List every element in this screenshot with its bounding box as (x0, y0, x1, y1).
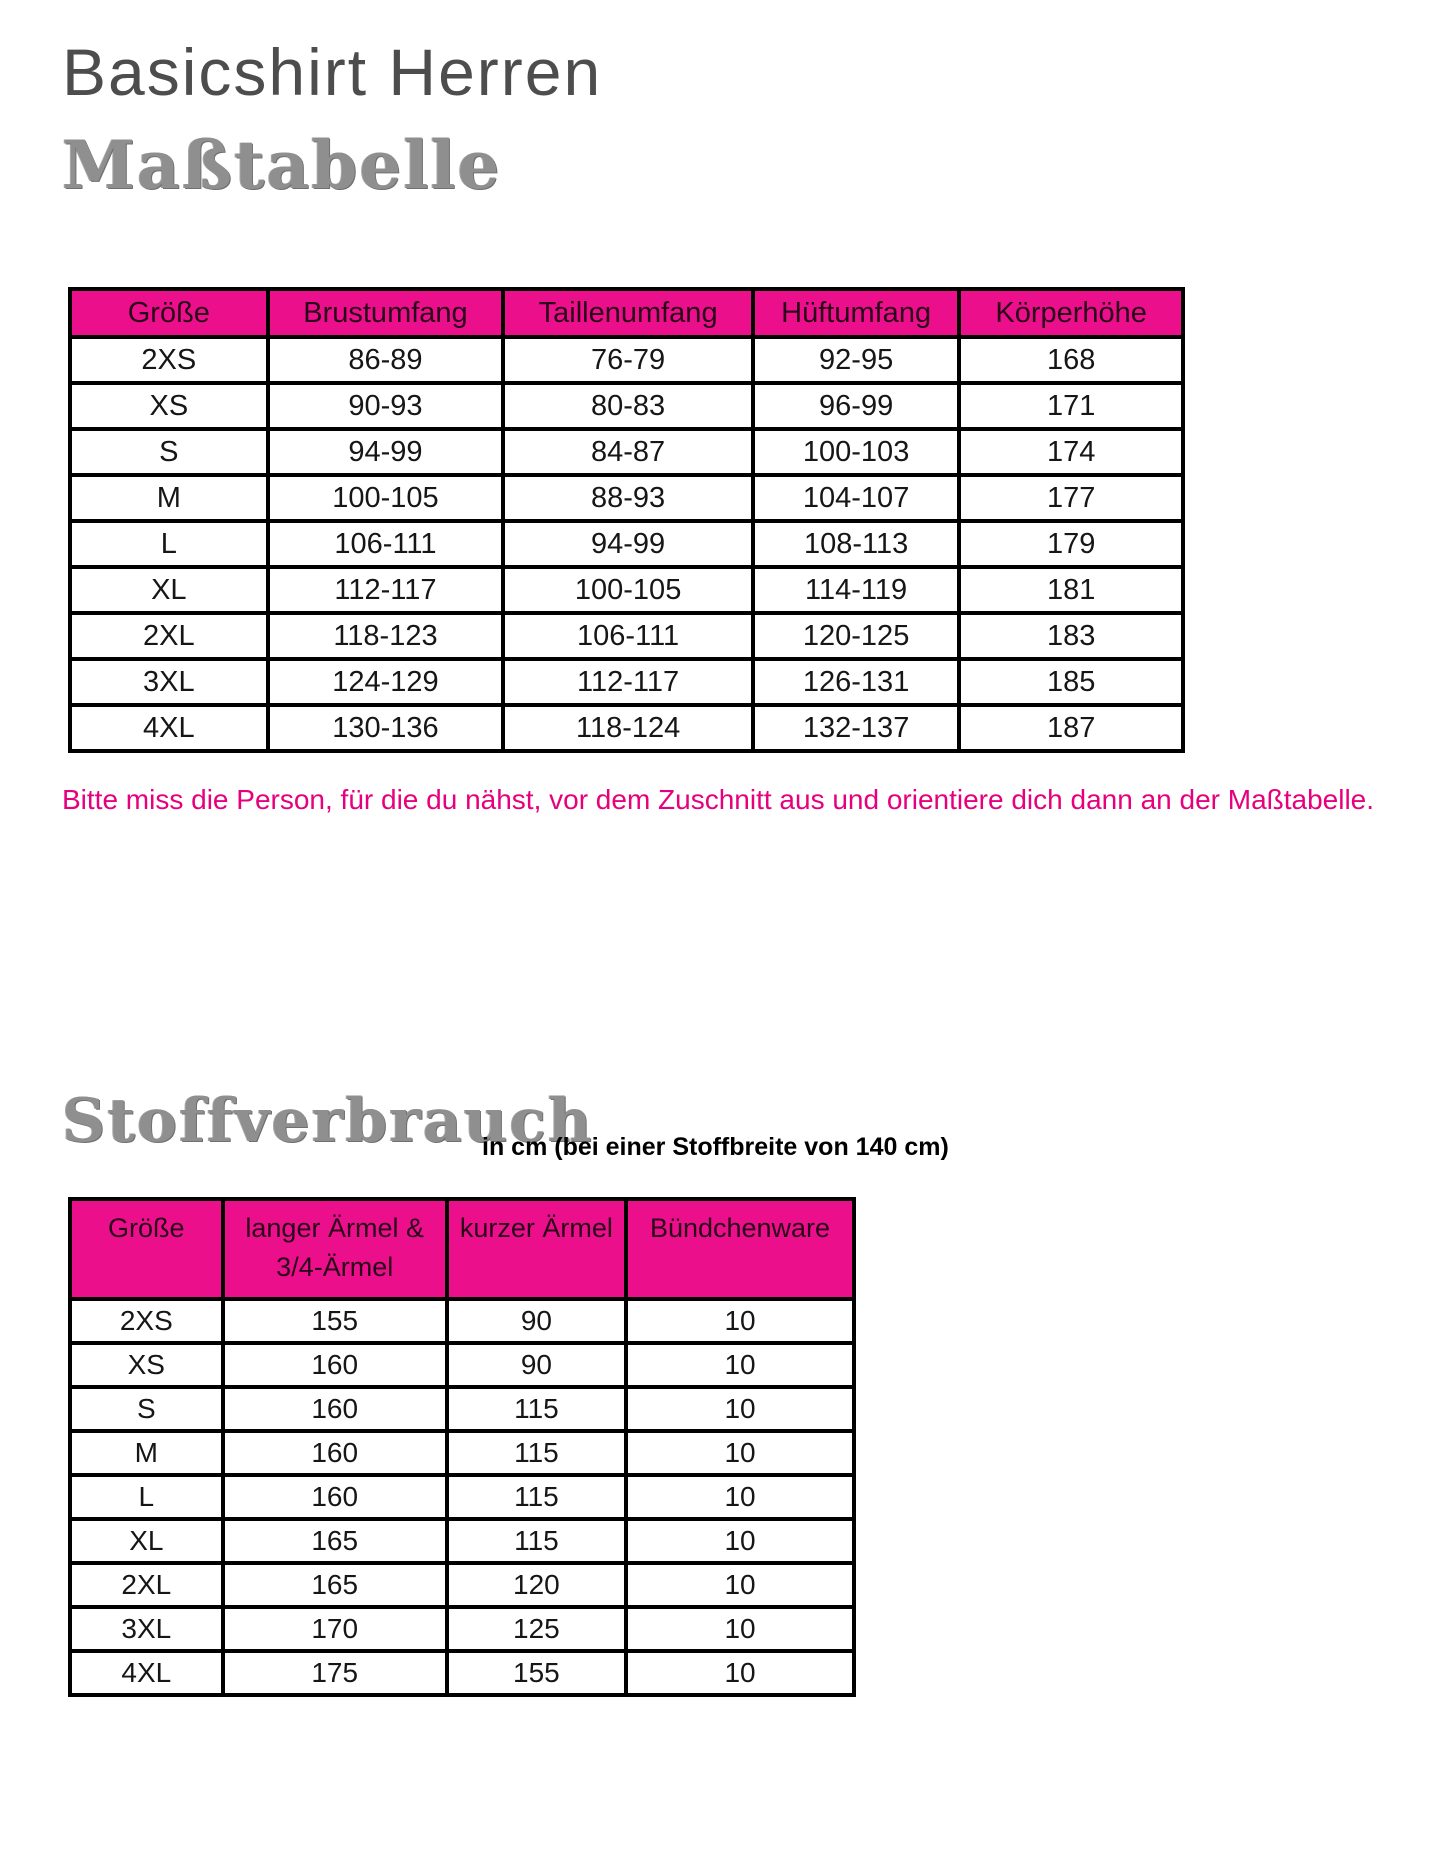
table-cell: 115 (447, 1519, 626, 1563)
table-row (70, 429, 1183, 475)
column-header: Körperhöhe (959, 289, 1183, 337)
table-cell: 112-117 (268, 567, 504, 613)
column-header: langer Ärmel & 3/4-Ärmel (223, 1199, 447, 1299)
table-cell: 115 (447, 1475, 626, 1519)
column-header: Bündchenware (626, 1199, 854, 1299)
table-cell: 2XS (70, 337, 268, 383)
table-cell: 10 (626, 1431, 854, 1475)
table-row (70, 1475, 854, 1519)
table-cell: 155 (447, 1651, 626, 1695)
table-cell: 160 (223, 1431, 447, 1475)
column-header: Größe (70, 1199, 223, 1299)
table-cell: 2XS (70, 1299, 223, 1343)
table-row (70, 383, 1183, 429)
table-cell: 90-93 (268, 383, 504, 429)
table-cell: M (70, 1431, 223, 1475)
table-cell: 88-93 (503, 475, 753, 521)
table-cell: 90 (447, 1299, 626, 1343)
table-cell: 120-125 (753, 613, 959, 659)
table-cell: 2XL (70, 1563, 223, 1607)
table-cell: 181 (959, 567, 1183, 613)
table-cell: 10 (626, 1519, 854, 1563)
table-cell: 108-113 (753, 521, 959, 567)
table-cell: 125 (447, 1607, 626, 1651)
size-table-heading: Maßtabelle (62, 126, 502, 204)
table-cell: 100-105 (268, 475, 504, 521)
column-header: Hüftumfang (753, 289, 959, 337)
table-row (70, 1651, 854, 1695)
table-row (70, 1607, 854, 1651)
table-cell: 4XL (70, 705, 268, 751)
table-cell: 185 (959, 659, 1183, 705)
table-cell: M (70, 475, 268, 521)
table-cell: 100-105 (503, 567, 753, 613)
size-table (68, 287, 1185, 753)
table-row (70, 1387, 854, 1431)
table-cell: 170 (223, 1607, 447, 1651)
table-cell: 115 (447, 1387, 626, 1431)
table-cell: 90 (447, 1343, 626, 1387)
table-row (70, 613, 1183, 659)
table-cell: 86-89 (268, 337, 504, 383)
table-cell: 115 (447, 1431, 626, 1475)
table-row (70, 705, 1183, 751)
table-cell: 104-107 (753, 475, 959, 521)
page-title: Basicshirt Herren (62, 35, 603, 109)
table-cell: 126-131 (753, 659, 959, 705)
table-cell: 124-129 (268, 659, 504, 705)
table-row (70, 1519, 854, 1563)
table-cell: 94-99 (503, 521, 753, 567)
table-cell: 160 (223, 1343, 447, 1387)
table-cell: 118-123 (268, 613, 504, 659)
table-row (70, 1563, 854, 1607)
column-header: Taillenumfang (503, 289, 753, 337)
table-cell: S (70, 1387, 223, 1431)
table-cell: 114-119 (753, 567, 959, 613)
table-cell: 3XL (70, 1607, 223, 1651)
header-row (70, 289, 1183, 337)
table-cell: 174 (959, 429, 1183, 475)
table-cell: 171 (959, 383, 1183, 429)
fabric-usage-table (68, 1197, 856, 1697)
table-row (70, 567, 1183, 613)
table-cell: XL (70, 567, 268, 613)
table-cell: 187 (959, 705, 1183, 751)
table-cell: XS (70, 1343, 223, 1387)
table-cell: XS (70, 383, 268, 429)
table-cell: L (70, 1475, 223, 1519)
table-cell: 168 (959, 337, 1183, 383)
table-cell: 4XL (70, 1651, 223, 1695)
table-cell: 165 (223, 1563, 447, 1607)
header-row (70, 1199, 854, 1299)
table-row (70, 337, 1183, 383)
table-cell: 92-95 (753, 337, 959, 383)
table-cell: 10 (626, 1563, 854, 1607)
table-cell: 3XL (70, 659, 268, 705)
fabric-usage-heading: Stoffverbrauch (62, 1086, 594, 1156)
table-row (70, 521, 1183, 567)
table-cell: 76-79 (503, 337, 753, 383)
table-cell: 96-99 (753, 383, 959, 429)
table-cell: 10 (626, 1475, 854, 1519)
table-cell: 112-117 (503, 659, 753, 705)
table-cell: 106-111 (503, 613, 753, 659)
fabric-usage-caption: in cm (bei einer Stoffbreite von 140 cm) (482, 1133, 949, 1161)
table-cell: 2XL (70, 613, 268, 659)
table-row (70, 1431, 854, 1475)
table-cell: 160 (223, 1475, 447, 1519)
table-cell: 84-87 (503, 429, 753, 475)
table-row (70, 1299, 854, 1343)
table-cell: 80-83 (503, 383, 753, 429)
table-cell: 100-103 (753, 429, 959, 475)
table-cell: 10 (626, 1299, 854, 1343)
table-cell: 120 (447, 1563, 626, 1607)
table-cell: 177 (959, 475, 1183, 521)
table-cell: 10 (626, 1651, 854, 1695)
table-cell: 10 (626, 1387, 854, 1431)
table-row (70, 475, 1183, 521)
table-cell: XL (70, 1519, 223, 1563)
table-cell: S (70, 429, 268, 475)
table-cell: 179 (959, 521, 1183, 567)
table-cell: 130-136 (268, 705, 504, 751)
measure-note: Bitte miss die Person, für die du nähst, vor dem Zuschnitt aus und orientiere dich dann an der Maßtabelle. (62, 784, 1375, 815)
table-cell: 10 (626, 1607, 854, 1651)
table-row (70, 1343, 854, 1387)
table-cell: 175 (223, 1651, 447, 1695)
column-header: kurzer Ärmel (447, 1199, 626, 1299)
table-cell: 94-99 (268, 429, 504, 475)
column-header: Größe (70, 289, 268, 337)
table-cell: 118-124 (503, 705, 753, 751)
table-cell: 132-137 (753, 705, 959, 751)
table-cell: 106-111 (268, 521, 504, 567)
column-header: Brustumfang (268, 289, 504, 337)
table-cell: L (70, 521, 268, 567)
table-cell: 165 (223, 1519, 447, 1563)
table-cell: 160 (223, 1387, 447, 1431)
table-row (70, 659, 1183, 705)
table-cell: 183 (959, 613, 1183, 659)
table-cell: 155 (223, 1299, 447, 1343)
table-cell: 10 (626, 1343, 854, 1387)
